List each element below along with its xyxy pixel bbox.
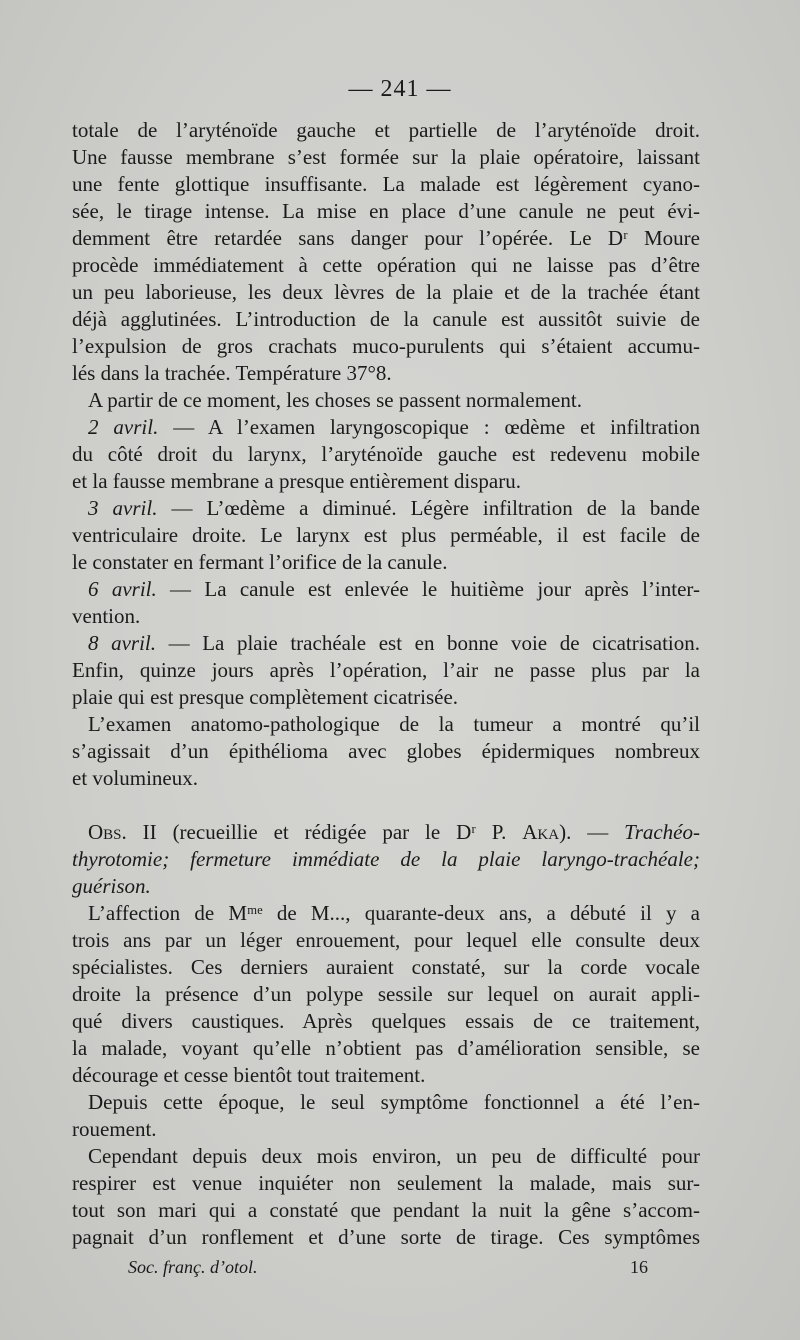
- page-number: — 241 —: [348, 76, 452, 102]
- text-line: le constater en fermant l’orifice de la canule.: [72, 550, 448, 574]
- text-line: Cependant depuis deux mois environ, un peu de difficulté pour: [88, 1144, 700, 1168]
- text-line: Une fausse membrane s’est formée sur la plaie opératoire, laissant: [72, 145, 700, 169]
- text-line: Depuis cette époque, le seul symptôme fonctionnel a été l’en-: [88, 1090, 700, 1114]
- paragraph-2: [72, 387, 700, 414]
- text-line: Obs. II (recueillie et rédigée par le Dʳ P. Aka). — Trachéo-: [88, 820, 700, 844]
- text-line: [72, 846, 700, 873]
- text-line: du côté droit du larynx, l’aryténoïde gauche est redevenu mobile: [72, 442, 700, 466]
- obs-title: guérison.: [72, 874, 151, 898]
- text-line: spécialistes. Ces derniers auraient constaté, sur la corde vocale: [72, 955, 700, 979]
- text-line: lés dans la trachée. Température 37°8.: [72, 361, 392, 385]
- text-line: demment être retardée sans danger pour l’opérée. Le Dʳ Moure: [72, 226, 700, 250]
- text-line: rouement.: [72, 1117, 157, 1141]
- section-gap: [72, 792, 700, 819]
- obs-title: Trachéo-: [624, 820, 700, 844]
- text-line: la malade, voyant qu’elle n’obtient pas d’amélioration sensible, se: [72, 1036, 700, 1060]
- obs-author: Aka: [522, 820, 560, 844]
- entry-date: 2 avril.: [88, 415, 159, 439]
- text-line: respirer est venue inquiéter non seulement la malade, mais sur-: [72, 1171, 700, 1195]
- body-text: [72, 117, 700, 1251]
- paragraph-3-avril: [72, 495, 700, 576]
- text-line: l’expulsion de gros crachats muco-purulents qui s’étaient accumu-: [72, 334, 700, 358]
- footer-signature-mark: 16: [630, 1257, 648, 1277]
- observation-heading: [72, 819, 700, 900]
- text-line: [72, 873, 700, 900]
- text-line: procède immédiatement à cette opération qui ne laisse pas d’être: [72, 253, 700, 277]
- text-line: et volumineux.: [72, 766, 198, 790]
- text-line: déjà agglutinées. L’introduction de la canule est aussitôt suivie de: [72, 307, 700, 331]
- text-line: vention.: [72, 604, 141, 628]
- paragraph-affection: [72, 900, 700, 1089]
- text-line: ventriculaire droite. Le larynx est plus perméable, il est facile de: [72, 523, 700, 547]
- text-line: tout son mari qui a constaté que pendant la nuit la gêne s’accom-: [72, 1198, 700, 1222]
- text-line: une fente glottique insuffisante. La malade est légèrement cyano-: [72, 172, 700, 196]
- text-line: trois ans par un léger enrouement, pour lequel elle consulte deux: [72, 928, 700, 952]
- entry-date: 6 avril.: [88, 577, 157, 601]
- text-line: L’affection de Mᵐᵉ de M..., quarante-deux ans, a débuté il y a: [88, 901, 700, 925]
- text-line: un peu laborieuse, les deux lèvres de la plaie et de la trachée étant: [72, 280, 700, 304]
- obs-title: thyrotomie; fermeture immédiate de la plaie laryngo-trachéale;: [72, 847, 700, 871]
- entry-date: 8 avril.: [88, 631, 157, 655]
- text-line: 3 avril. — L’œdème a diminué. Légère infiltration de la bande: [88, 496, 700, 520]
- entry-date: 3 avril.: [88, 496, 158, 520]
- text-line: 2 avril. — A l’examen laryngoscopique : œdème et infiltration: [88, 415, 700, 439]
- text-line: 6 avril. — La canule est enlevée le huitième jour après l’inter-: [88, 577, 700, 601]
- paragraph-6-avril: [72, 576, 700, 630]
- footer-journal: Soc. franç. d’otol.: [128, 1257, 258, 1277]
- paragraph-8-avril: [72, 630, 700, 711]
- text-line: sée, le tirage intense. La mise en place d’une canule ne peut évi-: [72, 199, 700, 223]
- text-line: droite la présence d’un polype sessile sur lequel on aurait appli-: [72, 982, 700, 1006]
- text-line: L’examen anatomo-pathologique de la tumeur a montré qu’il: [88, 712, 700, 736]
- text-line: pagnait d’un ronflement et d’une sorte de tirage. Ces symptômes: [72, 1225, 700, 1249]
- text-line: s’agissait d’un épithélioma avec globes épidermiques nombreux: [72, 739, 700, 763]
- paragraph-2-avril: [72, 414, 700, 495]
- text-line: et la fausse membrane a presque entièrement disparu.: [72, 469, 521, 493]
- text-line: plaie qui est presque complètement cicatrisée.: [72, 685, 459, 709]
- paragraph-pathology: [72, 711, 700, 792]
- text-line: 8 avril. — La plaie trachéale est en bonne voie de cicatrisation.: [88, 631, 700, 655]
- obs-label: Obs. II: [88, 820, 157, 844]
- paragraph-symptom: [72, 1089, 700, 1143]
- text-line: qué divers caustiques. Après quelques essais de ce traitement,: [72, 1009, 700, 1033]
- text-line: Enfin, quinze jours après l’opération, l’air ne passe plus par la: [72, 658, 700, 682]
- text-line: A partir de ce moment, les choses se passent normalement.: [88, 388, 582, 412]
- paragraph-difficulty: [72, 1143, 700, 1251]
- text-line: décourage et cesse bientôt tout traitement.: [72, 1063, 426, 1087]
- paragraph-1: [72, 117, 700, 387]
- text-line: totale de l’aryténoïde gauche et partielle de l’aryténoïde droit.: [72, 118, 700, 142]
